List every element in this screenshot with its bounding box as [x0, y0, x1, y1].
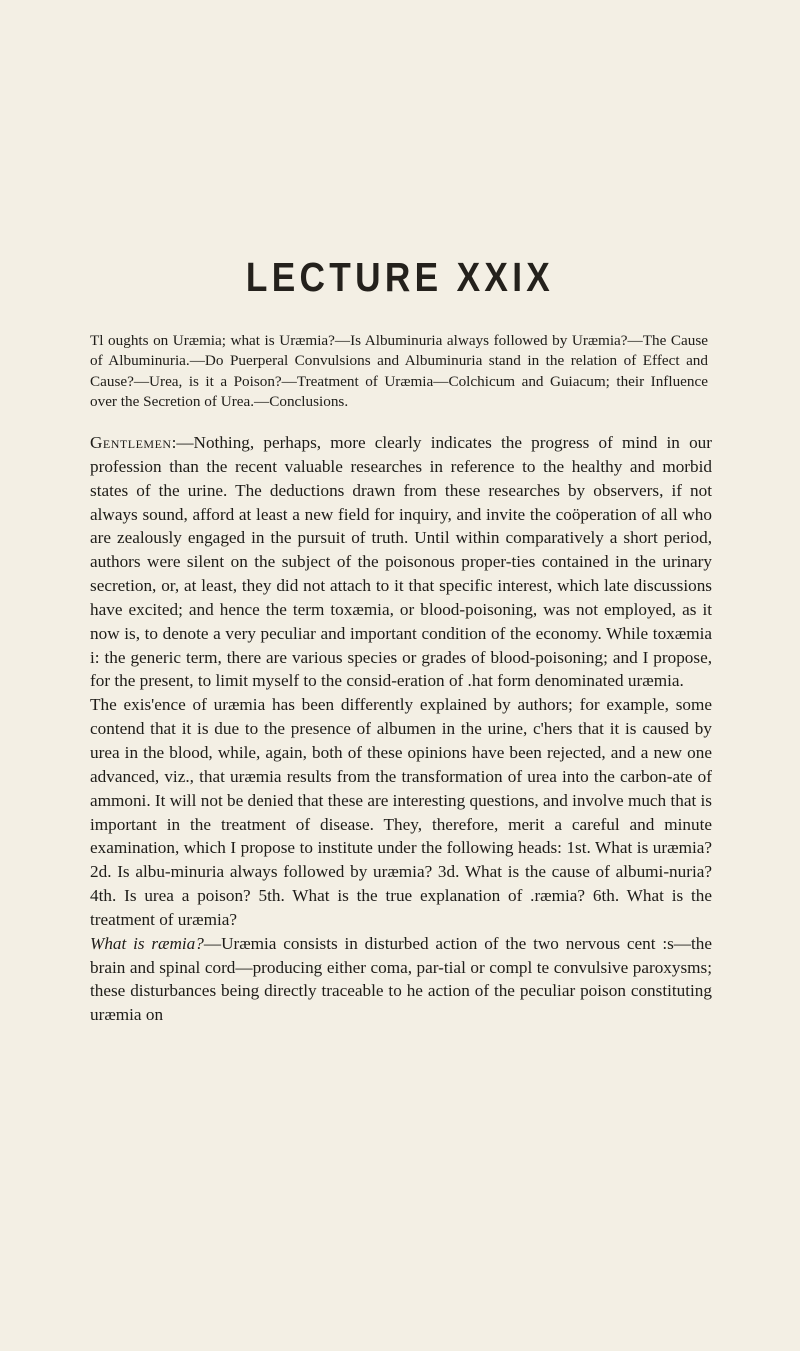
paragraph-3-text: —Uræmia consists in disturbed action of the two nervous cent :s—the brain and spinal cord—producing either coma, par-tial or compl te convulsive paroxysms; these disturbances being directly traceable to he action of the peculiar poison constituting uræmia on	[90, 933, 712, 1025]
lecture-body	[90, 431, 712, 1027]
paragraph-1	[90, 431, 712, 693]
paragraph-3	[90, 932, 712, 1027]
lecture-synopsis: Tl oughts on Uræmia; what is Uræmia?—Is Albuminuria always followed by Uræmia?—The Cause of Albuminuria.—Do Puerperal Convulsions and Albuminuria stand in the relation of Effect and Cause?—Urea, is it a Poison?—Treatment of Uræmia—Colchicum and Guiacum; their Influence over the Secretion of Urea.—Conclusions.	[90, 332, 708, 411]
salutation: Gentlemen	[90, 433, 172, 452]
section-heading-what-is-uraemia: What is ræmia?	[90, 933, 204, 953]
lecture-title: LECTURE XXIX	[245, 254, 555, 300]
paragraph-2: The exis'ence of uræmia has been differently explained by authors; for example, some contend that it is due to the presence of albumen in the urine, c'hers that it is caused by urea in the blood, while, again, both of these opinions have been rejected, and a new one advanced, viz., that uræmia results from the transformation of urea into the carbon-ate of ammoni. It will not be denied that these are interesting questions, and involve much that is important in the treatment of disease. They, therefore, merit a careful and minute examination, which I propose to institute under the following heads: 1st. What is uræmia? 2d. Is albu-minuria always followed by uræmia? 3d. What is the cause of albumi-nuria? 4th. Is urea a poison? 5th. What is the true explanation of .ræmia? 6th. What is the treatment of uræmia?	[90, 695, 712, 929]
paragraph-1-text: :—Nothing, perhaps, more clearly indicates the progress of mind in our profession than the recent valuable researches in reference to the healthy and morbid states of the urine. The deductions drawn from these researches by observers, if not always sound, afford at least a new field for inquiry, and invite the coöperation of all who are zealously engaged in the pursuit of truth. Until within comparatively a short period, authors were silent on the subject of the poisonous proper-ties contained in the urinary secretion, or, at least, they did not attach to it that specific interest, which late discussions have excited; and hence the term toxæmia, or blood-poisoning, was not employed, as it now is, to denote a very peculiar and important condition of the economy. While toxæmia i: the generic term, there are various species or grades of blood-poisoning; and I propose, for the present, to limit myself to the consid-eration of .hat form denominated uræmia.	[90, 433, 712, 691]
